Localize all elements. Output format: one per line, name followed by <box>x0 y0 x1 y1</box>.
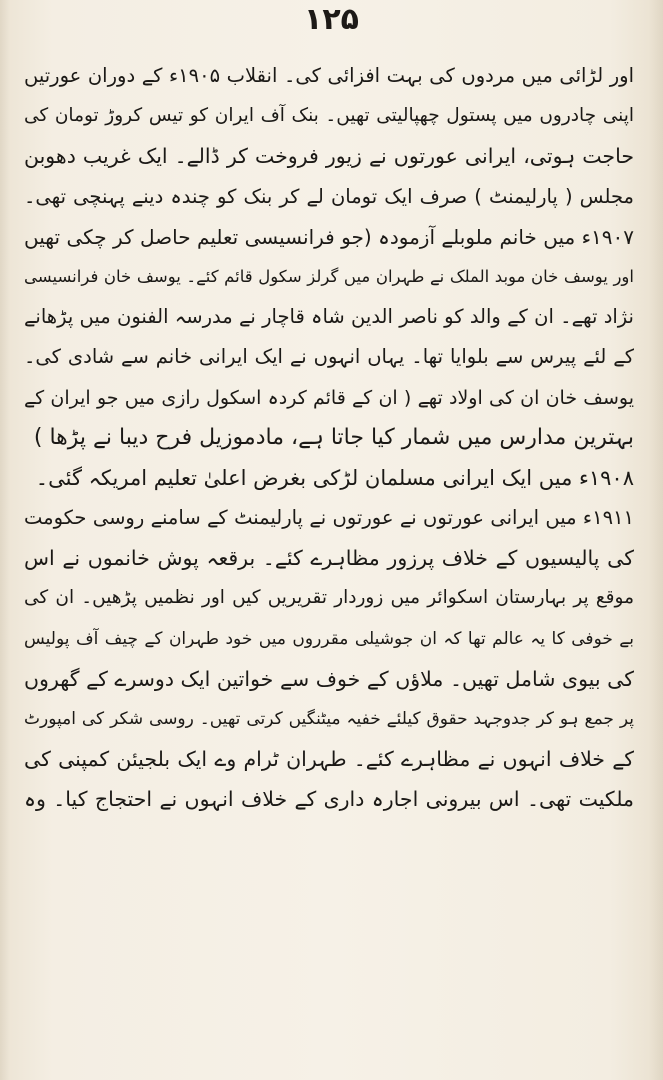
page-left-shadow <box>0 0 10 1080</box>
text-line: پر جمع ہو کر جدوجہد حقوق کیلئے خفیہ میٹنگیں کرتی تھیں۔ روسی شکر کی امپورٹ <box>24 709 634 729</box>
page-number: ۱۲۵ <box>304 2 359 37</box>
text-line: ۱۹۱۱ء میں ایرانی عورتوں نے عورتوں نے پارلیمنٹ کے سامنے روسی حکومت <box>24 506 634 530</box>
page-right-shadow <box>649 0 663 1080</box>
text-line: بے خوفی کا یہ عالم تھا کہ ان جوشیلی مقرروں میں خود طہران کے چیف آف پولیس <box>24 628 634 649</box>
text-line: اپنی چادروں میں پستول چھپالیتی تھیں۔ بنک آف ایران کو تیس کروڑ تومان کی <box>24 105 634 127</box>
text-line: کے خلاف انہوں نے مظاہرے کئے۔ طہران ٹرام وے ایک بلجیئن کمپنی کی <box>24 747 634 772</box>
text-line: نژاد تھے۔ ان کے والد کو ناصر الدین شاہ قاچار نے مدرسہ الفنون میں پڑھانے <box>24 305 634 329</box>
text-line: ۱۹۰۸ء میں ایک ایرانی مسلمان لڑکی بغرض اعلیٰ تعلیم امریکہ گئی۔ <box>35 465 634 490</box>
text-line: یوسف خان ان کی اولاد تھے ( ان کے قائم کردہ اسکول رازی میں جو ایران کے <box>24 386 634 409</box>
text-line: ملکیت تھی۔ اس بیرونی اجارہ داری کے خلاف انہوں نے احتجاج کیا۔ وہ <box>24 787 634 812</box>
text-line: موقع پر بہارستان اسکوائر میں زوردار تقریریں کیں اور نظمیں پڑھیں۔ ان کی <box>24 587 634 609</box>
text-line: کے لئے پیرس سے بلوایا تھا۔ یہاں انہوں نے ایک ایرانی خانم سے شادی کی۔ <box>24 345 634 369</box>
text-line: کی پالیسیوں کے خلاف پرزور مظاہرے کئے۔ برقعہ پوش خانموں نے اس <box>24 546 634 571</box>
text-line: کی بیوی شامل تھیں۔ ملاؤں کے خوف سے خواتین ایک دوسرے کے گھروں <box>24 666 634 691</box>
text-line: بہترین مدارس میں شمار کیا جاتا ہے، مادموزیل فرح دیبا نے پڑھا ) <box>33 424 634 450</box>
text-line: اور یوسف خان موبد الملک نے طہران میں گرلز سکول قائم کئے۔ یوسف خان فرانسیسی <box>24 266 634 286</box>
text-line: حاجت ہوتی، ایرانی عورتوں نے زیور فروخت کر ڈالے۔ ایک غریب دھوبن <box>24 144 634 169</box>
text-line: ۱۹۰۷ء میں خانم ملوبلے آزمودہ (جو فرانسیسی تعلیم حاصل کر چکی تھیں <box>24 224 634 249</box>
text-line: اور لڑائی میں مردوں کی بہت افزائی کی۔ انقلاب ۱۹۰۵ء کے دوران عورتیں <box>24 64 634 87</box>
body-text <box>24 56 634 820</box>
text-line: مجلس ( پارلیمنٹ ) صرف ایک تومان لے کر بنک کو چندہ دینے پہنچی تھی۔ <box>24 184 634 208</box>
